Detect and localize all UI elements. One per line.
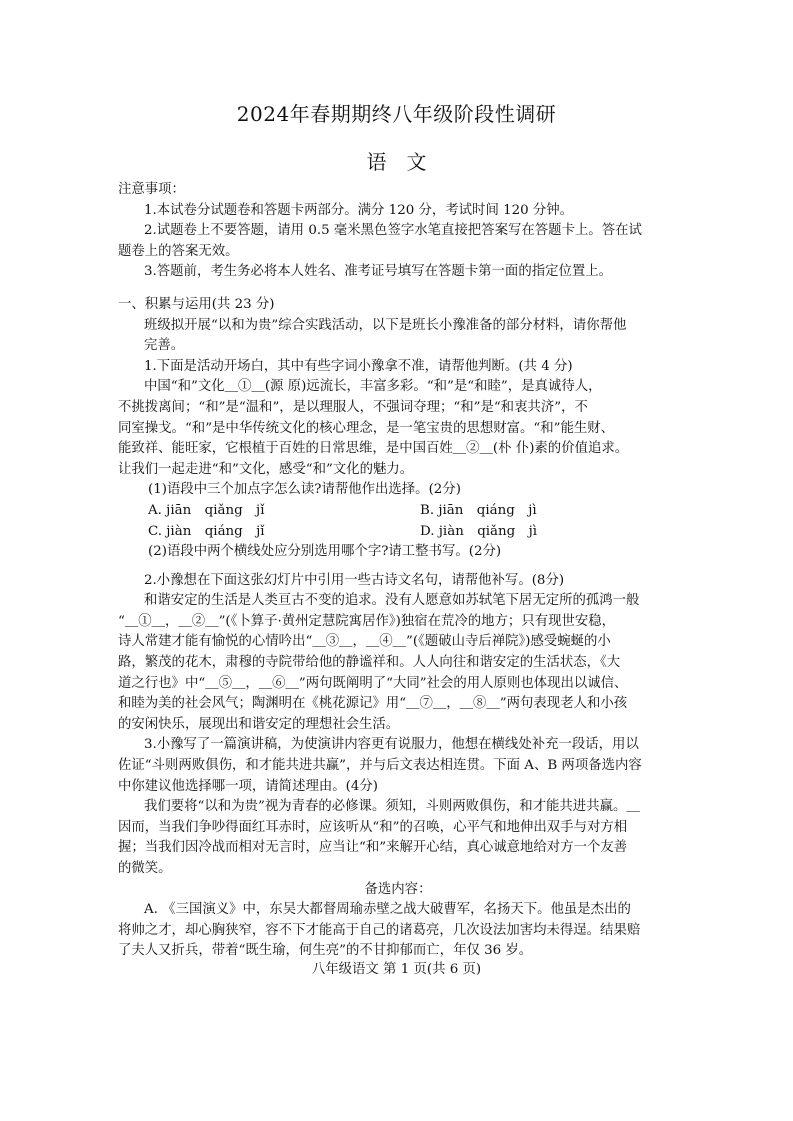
question-1-stem: 1.下面是活动开场白，其中有些字词小豫拿不准，请帮他判断。(共 4 分) [144, 358, 573, 374]
q1-options-row [118, 501, 678, 522]
spacer [118, 563, 678, 571]
notice-heading: 注意事项： [118, 182, 185, 197]
option-a: A. jiān qiǎng jǐ [148, 502, 265, 518]
spacer [118, 283, 678, 295]
q1-passage-line: 能致祥、能旺家，它根植于百姓的日常思维，是中国百姓＿②＿(朴 仆)素的价值追求。 [118, 441, 629, 457]
q3-passage-line: 因而，当我们争吵得面红耳赤时，应该听从“和”的召唤，心平气和地伸出双手与对方相 [118, 819, 628, 835]
q2-passage-line: “＿①＿，＿②＿”(《卜算子·黄州定慧院寓居作》)独宿在荒冷的地方；只有现世安稳， [118, 613, 616, 629]
notice-item: 3.答题前，考生务必将本人姓名、准考证号填写在答题卡第一面的指定位置上。 [144, 264, 613, 280]
q1-passage-line: 让我们一起走进“和”文化，感受“和”文化的魅力。 [118, 461, 414, 477]
question-3-stem: 3.小豫写了一篇演讲稿，为使演讲内容更有说服力，他想在横线处补充一段话，用以 [144, 737, 639, 753]
option-a-line: A. 《三国演义》中，东吴大都督周瑜赤壁之战大破曹军，名扬天下。他虽是杰出的 [144, 902, 631, 918]
option-a-line: 将帅之才，却心胸狭窄，容不下才能高于自己的诸葛亮，几次设法加害均未得逞。结果赔 [118, 922, 641, 938]
q3-passage-line: 握；当我们因冷战而相对无言时，应当让“和”来解开心结，真心诚意地给对方一个友善 [118, 840, 628, 856]
section-intro: 班级拟开展“以和为贵”综合实践活动，以下是班长小豫准备的部分材料，请你帮他 [144, 317, 627, 333]
notice-item: 2.试题卷上不要答题，请用 0.5 毫米黑色签字水笔直接把答案写在答题卡上。答在试 [144, 223, 642, 239]
question-2-stem: 2.小豫想在下面这张幻灯片中引用一些古诗文名句，请帮他补写。(8分) [144, 572, 565, 588]
q2-passage-line: 路，繁茂的花木，肃穆的寺院带给他的静谧祥和。人人向往和谐安定的生活状态，《大 [118, 655, 621, 671]
q1-options-row [118, 522, 678, 543]
exam-content [118, 180, 678, 962]
backup-content-label: 备选内容： [364, 881, 432, 897]
q2-passage-line: 和谐安定的生活是人类亘古不变的追求。没有人愿意如苏轼笔下居无定所的孤鸿一般 [144, 593, 640, 609]
q1-passage-line: 中国“和”文化＿①＿(源 原)远流长，丰富多彩。“和”是“和睦”，是真诚待人， [144, 379, 602, 395]
section-heading: 一、积累与运用(共 23 分) [118, 296, 275, 312]
q1-passage-line: 不挑拨离间；“和”是“温和”，是以理服人，不强词夺理；“和”是“和衷共济”，不 [118, 399, 588, 415]
option-b: B. jiān qiáng jì [420, 502, 537, 518]
q1-sub-question-1: (1)语段中三个加点字怎么读?请帮他作出选择。(2分) [148, 482, 461, 498]
page-footer: 八年级语文 第 1 页(共 6 页) [311, 962, 482, 977]
notice-item-continued: 题卷上的答案无效。 [118, 243, 239, 259]
q1-passage-line: 同室操戈。“和”是中华传统文化的核心理念，是一笔宝贵的思想财富。“和”能生财、 [118, 420, 615, 436]
option-d: D. jiàn qiǎng jì [420, 523, 538, 539]
option-c: C. jiàn qiáng jǐ [148, 523, 265, 539]
section-intro: 完善。 [144, 338, 185, 354]
q3-passage-line: 的微笑。 [118, 861, 172, 876]
subject-title: 语 文 [366, 150, 427, 174]
notice-item: 1.本试卷分试题卷和答题卡两部分。满分 120 分，考试时间 120 分钟。 [144, 202, 574, 218]
q3-passage-line: 我们要将“以和为贵”视为青春的必修课。须知，斗则两败俱伤，和才能共进共赢。＿ [144, 799, 640, 815]
q2-passage-line: 诗人常建才能有愉悦的心情吟出“＿③＿，＿④＿”(《题破山寺后禅院》)感受蜿蜒的小 [118, 634, 611, 650]
exam-title: 2024年春期期终八年级阶段性调研 [236, 102, 557, 126]
q2-passage-line: 的安闲快乐，展现出和谐安定的理想社会生活。 [118, 716, 400, 732]
q2-passage-line: 道之行也》中“＿⑤＿，＿⑥＿”两句既阐明了“大同”社会的用人原则也体现出以诚信、 [118, 675, 628, 691]
question-3-stem: 佐证“斗则两败俱伤，和才能共进共赢”，并与后文表达相连贯。下面 A、B 两项备选内容 [118, 758, 642, 774]
option-a-line: 了夫人又折兵，带着“既生瑜，何生亮”的不甘抑郁而亡，年仅 36 岁。 [118, 943, 533, 959]
q1-sub-question-2: (2)语段中两个横线处应分别选用哪个字?请工整书写。(2分) [148, 544, 502, 560]
q2-passage-line: 和睦为美的社会风气；陶渊明在《桃花源记》用“＿⑦＿，＿⑧＿”两句表现老人和小孩 [118, 696, 628, 712]
question-3-stem: 中你建议他选择哪一项，请简述理由。(4分) [118, 778, 378, 794]
